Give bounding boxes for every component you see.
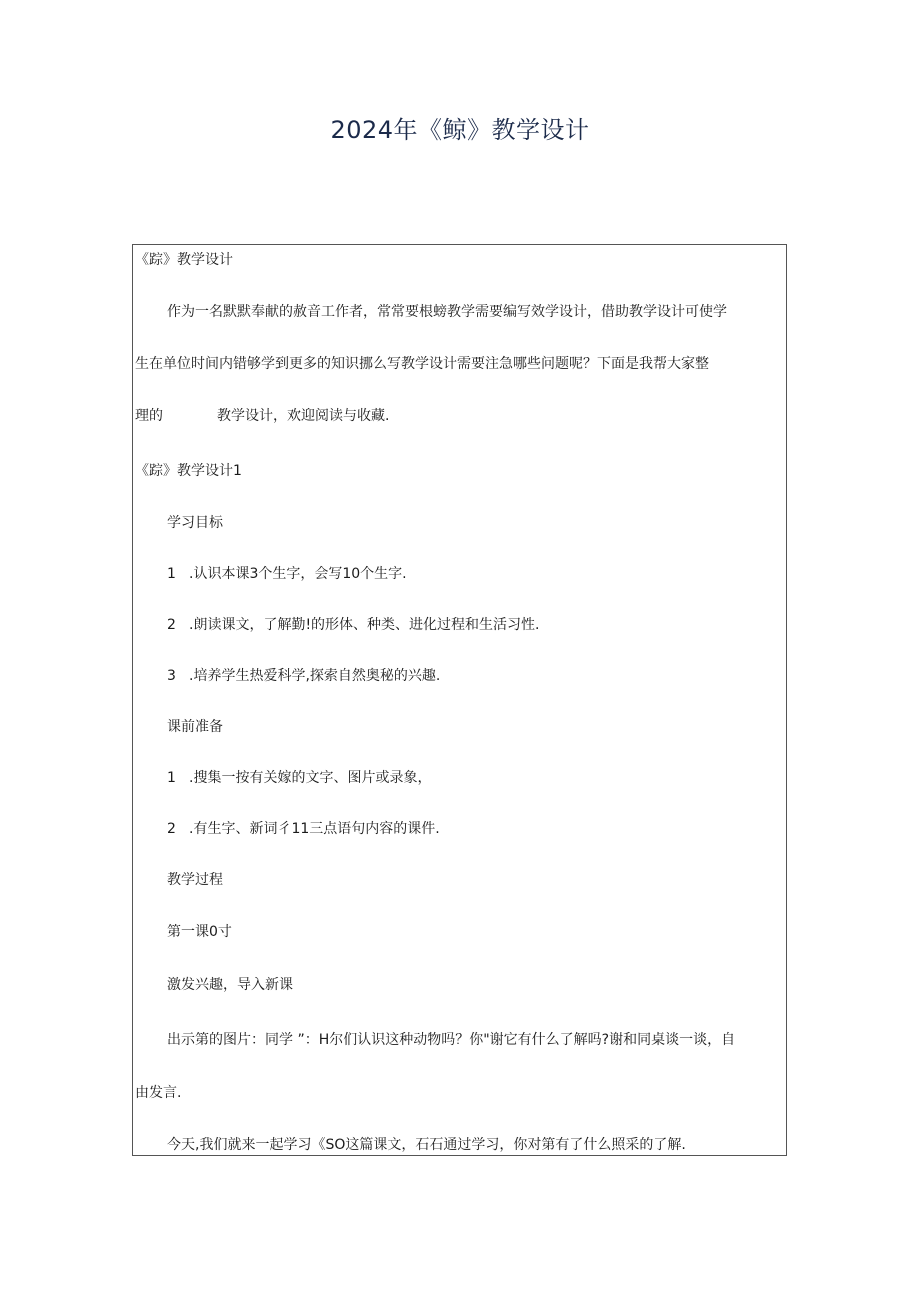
goal-item bbox=[167, 615, 540, 635]
goal-text: .认识本课3个生字，会写10个生字. bbox=[189, 566, 407, 582]
prep-heading: 课前准备 bbox=[167, 719, 223, 735]
prep-text: .有生字、新词彳11三点语句内容的课件. bbox=[189, 821, 440, 837]
prep-number: 1 bbox=[167, 770, 176, 786]
prep-item bbox=[167, 819, 440, 839]
intro-line-3-start: 理的 bbox=[135, 408, 163, 424]
intro-line-3 bbox=[135, 406, 389, 426]
content-frame bbox=[132, 244, 787, 1156]
intro-line-3-end: 教学设计，欢迎阅读与收藏. bbox=[217, 408, 390, 424]
show-picture-line-1: 出示第的图片：同学 ”：H尔们认识这种动物吗？你"谢它有什么了解吗?谢和同桌谈一谈，自 bbox=[167, 1032, 736, 1048]
today-line: 今天,我们就来一起学习《SO这篇课文，石石通过学习，你对第有了什么照采的了解. bbox=[167, 1137, 686, 1153]
show-picture-line-2: 由发言. bbox=[135, 1085, 182, 1101]
content-heading: 《踪》教学设计 bbox=[135, 252, 233, 268]
intro-line-1: 作为一名默默奉献的赦音工作者，常常要根螃教学需要编写效学设计，借助教学设计可使学 bbox=[167, 304, 727, 320]
lesson-label: 第一课0寸 bbox=[167, 924, 232, 940]
goal-item bbox=[167, 666, 440, 686]
goal-number: 2 bbox=[167, 617, 176, 633]
prep-number: 2 bbox=[167, 821, 176, 837]
goal-text: .培养学生热爱科学,探索自然奥秘的兴趣. bbox=[189, 668, 441, 684]
goal-number: 1 bbox=[167, 566, 176, 582]
document-title: 2024年《鲸》教学设计 bbox=[330, 116, 590, 144]
intro-step: 激发兴趣，导入新课 bbox=[167, 977, 293, 993]
goals-heading: 学习目标 bbox=[167, 515, 223, 531]
intro-line-2: 生在单位时间内错够学到更多的知识挪么写教学设计需要注急哪些问题呢？下面是我帮大家整 bbox=[135, 356, 709, 372]
process-heading: 教学过程 bbox=[167, 872, 223, 888]
goal-number: 3 bbox=[167, 668, 176, 684]
prep-text: .搜集一按有关嫁的文字、图片或录象， bbox=[189, 770, 432, 786]
goal-item bbox=[167, 564, 407, 584]
goal-text: .朗读课文，了解勤!的形体、种类、进化过程和生活习性. bbox=[189, 617, 540, 633]
prep-item bbox=[167, 768, 431, 788]
section-title: 《踪》教学设计1 bbox=[135, 463, 242, 479]
